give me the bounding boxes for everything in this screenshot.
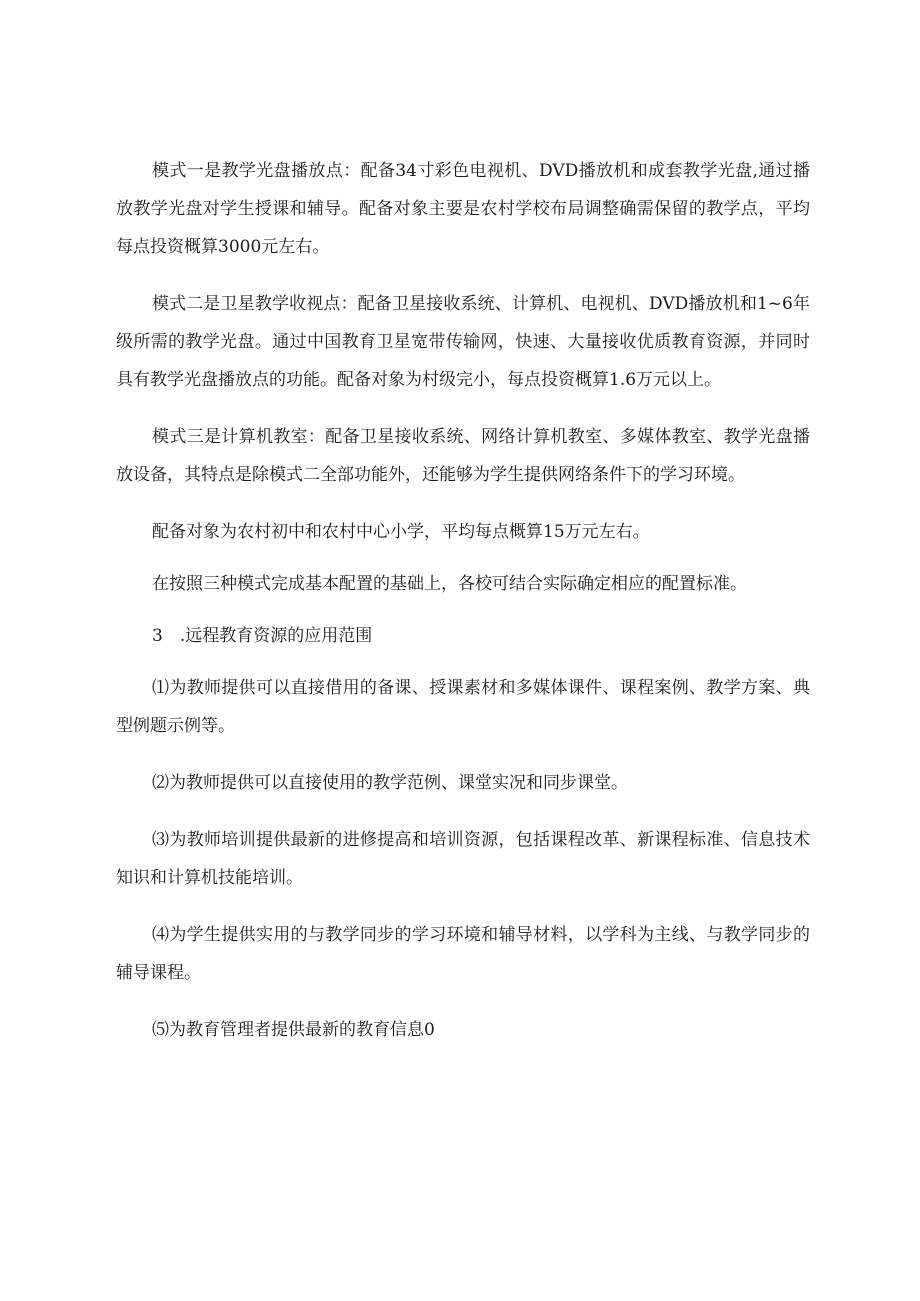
paragraph-mode-three-target: 配备对象为农村初中和农村中心小学，平均每点概算15万元左右。 xyxy=(152,522,650,542)
document-body xyxy=(116,152,810,1049)
paragraph-mode-one: 模式一是教学光盘播放点：配备34寸彩色电视机、DVD播放机和成套教学光盘,通过播放教学光盘对学生授课和辅导。配备对象主要是农村学校布局调整确需保留的教学点，平均每点投资概算3000元左右。 xyxy=(116,161,810,257)
list-item-5: ⑸为教育管理者提供最新的教育信息0 xyxy=(152,1020,435,1040)
section-heading-application-scope: 3 .远程教育资源的应用范围 xyxy=(152,626,373,646)
list-item-3: ⑶为教师培训提供最新的进修提高和培训资源，包括课程改革、新课程标准、信息技术知识和计算机技能培训。 xyxy=(116,830,810,888)
paragraph-mode-two: 模式二是卫星教学收视点：配备卫星接收系统、计算机、电视机、DVD播放机和1~6年级所需的教学光盘。通过中国教育卫星宽带传输网，快速、大量接收优质教育资源，并同时具有教学光盘播放点的功能。配备对象为村级完小，每点投资概算1.6万元以上。 xyxy=(116,294,810,390)
list-item-1: ⑴为教师提供可以直接借用的备课、授课素材和多媒体课件、课程案例、教学方案、典型例题示例等。 xyxy=(116,678,810,736)
paragraph-config-standard: 在按照三种模式完成基本配置的基础上，各校可结合实际确定相应的配置标准。 xyxy=(152,574,747,594)
paragraph-mode-three: 模式三是计算机教室：配备卫星接收系统、网络计算机教室、多媒体教室、教学光盘播放设备，其特点是除模式二全部功能外，还能够为学生提供网络条件下的学习环境。 xyxy=(116,427,810,485)
list-item-2: ⑵为教师提供可以直接使用的教学范例、课堂实况和同步课堂。 xyxy=(152,773,628,793)
list-item-4: ⑷为学生提供实用的与教学同步的学习环境和辅导材料，以学科为主线、与教学同步的辅导课程。 xyxy=(116,925,810,983)
